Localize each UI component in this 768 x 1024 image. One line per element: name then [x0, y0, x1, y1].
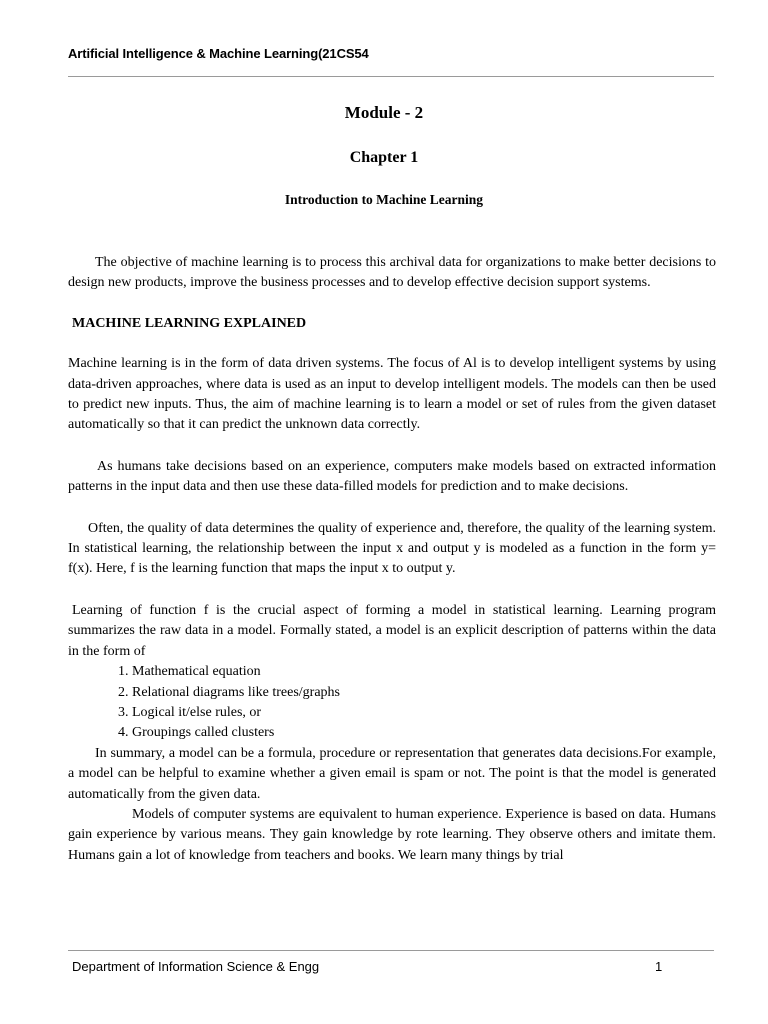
page-number: 1 [655, 959, 663, 974]
paragraph-objective: The objective of machine learning is to process this archival data for organizations to make better decisions to design new products, improve the business processes and to develop effective decision support systems. [68, 255, 716, 291]
paragraph-summary: In summary, a model can be a formula, procedure or representation that generates data decisions.For example, a model can be helpful to examine whether a given email is spam or not. The point is that the model is generated automatically from the given data. [68, 745, 716, 802]
paragraph-data-quality: Often, the quality of data determines the quality of experience and, therefore, the quality of the learning system. In statistical learning, the relationship between the input x and output y is modeled as a function in the form y= f(x). Here, f is the learning function that maps the input x to output y. [68, 520, 716, 577]
paragraph-data-driven: Machine learning is in the form of data driven systems. The focus of Al is to develop intelligent systems by using data-driven approaches, where data is used as an input to develop intelligent models. The models can then be used to predict new inputs. Thus, the aim of machine learning is to learn a model or set of rules from the given dataset automatically so that it can predict the unknown data correctly. [68, 356, 716, 433]
module-title: Module - 2 [344, 103, 424, 122]
footer-department: Department of Information Science & Engg [72, 959, 320, 974]
list-item: 4. Groupings called clusters [132, 723, 716, 743]
header-divider [68, 76, 714, 77]
section-heading: MACHINE LEARNING EXPLAINED [72, 315, 307, 331]
section-title: Introduction to Machine Learning [284, 192, 484, 207]
page-header: Artificial Intelligence & Machine Learning(21CS54 [68, 46, 369, 61]
paragraph-human-decisions: As humans take decisions based on an experience, computers make models based on extracted information patterns in the input data and then use these data-filled models for prediction and to make decisions. [68, 458, 716, 495]
document-body [68, 253, 716, 866]
paragraph-experience: Models of computer systems are equivalent to human experience. Experience is based on data. Humans gain experience by various means. They gain knowledge by rote learning. They observe others and imitate them. Humans gain a lot of knowledge from teachers and books. We learn many things by trial [68, 806, 716, 863]
list-item: 3. Logical it/else rules, or [132, 703, 716, 723]
list-item: 2. Relational diagrams like trees/graphs [132, 683, 716, 703]
model-forms-list [68, 662, 716, 744]
footer-divider [68, 950, 714, 951]
list-item: 1. Mathematical equation [132, 662, 716, 682]
paragraph-learning-function: Learning of function f is the crucial aspect of forming a model in statistical learning. Learning program summarizes the raw data in a model. Formally stated, a model is an explicit description of patterns within the data in the form of [68, 602, 716, 659]
chapter-title: Chapter 1 [349, 149, 419, 166]
